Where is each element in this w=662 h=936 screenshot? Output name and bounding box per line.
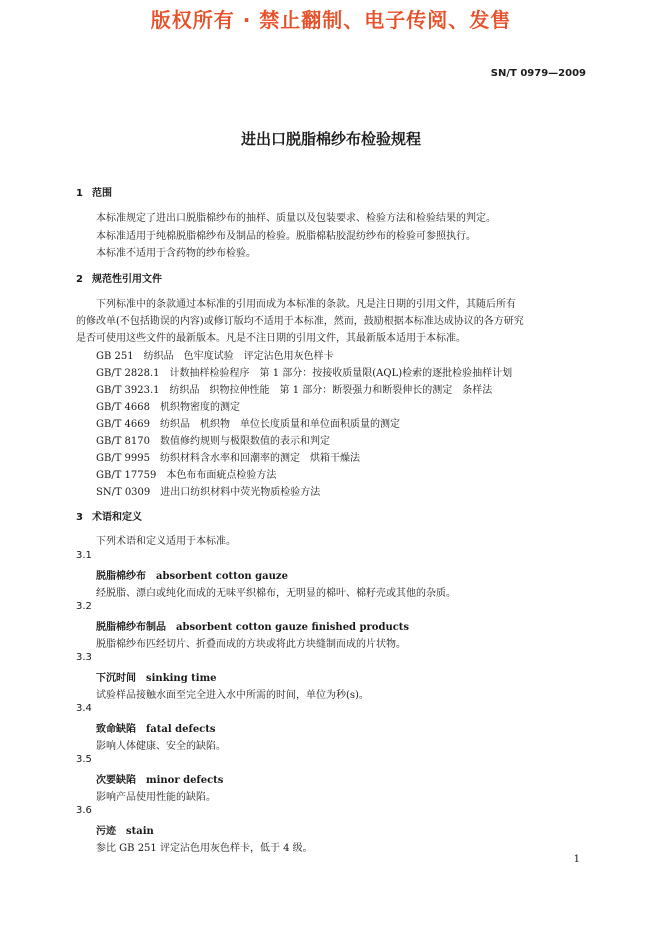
reference-gb-t-3923-1: GB/T 3923.1 纺织品 织物拉伸性能 第 1 部分：断裂强力和断裂伸长的测定 条样法 — [96, 385, 493, 396]
clause-3-2-number: 3.2 — [76, 601, 92, 612]
scope-paragraph-3: 本标准不适用于含药物的纱布检验。 — [96, 248, 256, 259]
watermark-text: 版权所有 · 禁止翻制、电子传阅、发售 — [150, 8, 512, 32]
page-number: 1 — [573, 854, 580, 865]
clause-3-6-number: 3.6 — [76, 805, 92, 816]
reference-gb-t-17759: GB/T 17759 本色布布面疵点检验方法 — [96, 470, 277, 481]
term-3-1-zh: 脱脂棉纱布 — [96, 571, 146, 582]
term-3-6 — [96, 822, 154, 837]
term-3-5-zh: 次要缺陷 — [96, 775, 136, 786]
term-3-2-zh: 脱脂棉纱布制品 — [96, 622, 166, 633]
section-3-heading — [76, 508, 142, 523]
reference-gb-t-8170: GB/T 8170 数值修约规则与极限数值的表示和判定 — [96, 436, 331, 447]
section-2-title: 规范性引用文件 — [92, 274, 162, 285]
reference-gb-t-2828-1: GB/T 2828.1 计数抽样检验程序 第 1 部分：按接收质量限(AQL)检索的逐批检验抽样计划 — [96, 368, 513, 379]
reference-gb-t-4668: GB/T 4668 机织物密度的测定 — [96, 402, 241, 413]
section-2-number: 2 — [76, 274, 83, 285]
scope-paragraph-2: 本标准适用于纯棉脱脂棉纱布及制品的检验。脱脂棉粘胶混纺纱布的检验可参照执行。 — [96, 231, 476, 242]
term-3-1 — [96, 567, 288, 582]
term-3-4-zh: 致命缺陷 — [96, 724, 136, 735]
term-3-4-en: fatal defects — [146, 724, 216, 735]
term-3-6-en: stain — [126, 826, 154, 837]
clause-3-1-number: 3.1 — [76, 550, 92, 561]
term-3-4-definition: 影响人体健康、安全的缺陷。 — [96, 741, 226, 752]
clause-3-4-number: 3.4 — [76, 703, 92, 714]
clause-3-5-number: 3.5 — [76, 754, 92, 765]
scope-paragraph-1: 本标准规定了进出口脱脂棉纱布的抽样、质量以及包装要求、检验方法和检验结果的判定。 — [96, 213, 496, 224]
term-3-4 — [96, 720, 216, 735]
term-3-3-en: sinking time — [146, 673, 217, 684]
standard-code: SN/T 0979—2009 — [490, 68, 586, 79]
section-1-title: 范围 — [92, 188, 112, 199]
terms-intro: 下列术语和定义适用于本标准。 — [96, 536, 236, 547]
term-3-2-en: absorbent cotton gauze finished products — [176, 622, 410, 633]
term-3-3-definition: 试验样品接触水面至完全进入水中所需的时间，单位为秒(s)。 — [96, 690, 369, 701]
term-3-1-definition: 经脱脂、漂白或纯化而成的无味平织棉布，无明显的棉叶、棉籽壳或其他的杂质。 — [96, 588, 456, 599]
term-3-3-zh: 下沉时间 — [96, 673, 136, 684]
section-3-title: 术语和定义 — [92, 512, 142, 523]
term-3-6-definition: 参比 GB 251 评定沾色用灰色样卡，低于 4 级。 — [96, 843, 313, 854]
document-title: 进出口脱脂棉纱布检验规程 — [240, 130, 421, 148]
term-3-5-definition: 影响产品使用性能的缺陷。 — [96, 792, 216, 803]
normative-intro-line-2: 的修改单(不包括勘误的内容)或修订版均不适用于本标准，然而，鼓励根据本标准达成协议的各方研究 — [76, 316, 524, 327]
term-3-5-en: minor defects — [146, 775, 224, 786]
reference-gb-t-4669: GB/T 4669 纺织品 机织物 单位长度质量和单位面积质量的测定 — [96, 419, 401, 430]
reference-sn-t-0309: SN/T 0309 进出口纺织材料中荧光物质检验方法 — [96, 487, 321, 498]
section-1-heading — [76, 184, 112, 199]
term-3-6-zh: 污迹 — [96, 826, 116, 837]
section-3-number: 3 — [76, 512, 83, 523]
term-3-2 — [96, 618, 409, 633]
term-3-5 — [96, 771, 223, 786]
reference-gb-t-9995: GB/T 9995 纺织材料含水率和回潮率的测定 烘箱干燥法 — [96, 453, 361, 464]
normative-intro-line-3: 是否可使用这些文件的最新版本。凡是不注日期的引用文件，其最新版本适用于本标准。 — [76, 333, 466, 344]
term-3-3 — [96, 669, 217, 684]
normative-intro-line-1: 下列标准中的条款通过本标准的引用而成为本标准的条款。凡是注日期的引用文件，其随后所有 — [96, 299, 516, 310]
clause-3-3-number: 3.3 — [76, 652, 92, 663]
term-3-1-en: absorbent cotton gauze — [156, 571, 288, 582]
section-2-heading — [76, 270, 162, 285]
section-1-number: 1 — [76, 188, 83, 199]
reference-gb-251: GB 251 纺织品 色牢度试验 评定沾色用灰色样卡 — [96, 351, 334, 362]
term-3-2-definition: 脱脂棉纱布匹经切片、折叠而成的方块或将此方块缝制而成的片状物。 — [96, 639, 406, 650]
